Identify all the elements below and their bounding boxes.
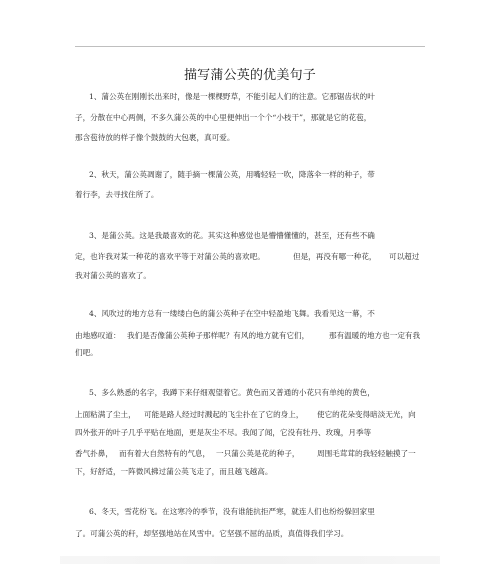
paragraph-5-line-4d: 周围毛茸茸的我轻轻触摸了一 [317,449,416,458]
paragraph-4-line-3: 们吧。 [75,348,98,357]
paragraph-5-line-4: 香气扑鼻， [75,449,113,458]
paragraph-1-line-2: 子，分散在中心两侧，不多久蒲公英的中心里便伸出一个个“小枝干”，那就是它的花苞， [75,113,372,122]
paragraph-1-line-3: 那含苞待放的样子像个鼓鼓的大包裹，真可爱。 [75,133,235,142]
paragraph-5-line-5: 下，好舒适，一阵微风拂过蒲公英飞走了，而且越飞越高。 [75,467,273,476]
paragraph-5-line-2: 上面粘满了尘土， [75,410,136,419]
paragraph-3-line-1: 3、是蒲公英。这是我最喜欢的花。其实这种感觉也是懵懵懂懂的，甚至，还有些不确 [89,231,375,240]
paragraph-6-line-2: 了。可蒲公英的秆，却坚强地站在风雪中。它坚强不屈的品质，真值得我们学习。 [75,529,349,538]
paragraph-3-line-2c: 可以超过 [389,252,420,261]
paragraph-5-line-2b: 可能是路人经过时溅起的飞尘扑在了它的身上， [144,410,304,419]
paragraph-4-line-2c: 那有温暖的地方也一定有我 [329,331,421,340]
paragraph-2-line-1: 2、秋天，蒲公英凋谢了，随手摘一棵蒲公英，用嘴轻轻一吹，降落伞一样的种子，带 [89,170,375,179]
paragraph-5-line-2c: 使它的花朵变得暗淡无光，向 [317,410,416,419]
paragraph-5-line-4c: 一只蒲公英是花的种子， [216,449,300,458]
header-rule [75,46,425,47]
paragraph-3-line-2b: 但是，再没有哪一种花， [293,252,377,261]
paragraph-5-line-1: 5、多么熟悉的名字，我蹲下来仔细观望着它。黄色而又普通的小花只有单纯的黄色， [89,388,375,397]
paragraph-6-line-1: 6、冬天，雪花纷飞。在这寒冷的季节，没有谁能抗拒严寒，就连人们也纷纷躲回家里 [89,507,375,516]
paragraph-1-line-1: 1、蒲公英在刚刚长出来时，像是一棵棵野草，不能引起人们的注意。它那锯齿状的叶 [89,92,375,101]
paragraph-3-line-3: 我对蒲公英的喜欢了。 [75,271,151,280]
paragraph-5-line-3: 四外张开的叶子几乎平贴在地面，更是灰尘不尽。我闻了闻，它没有牡丹、玫瑰，月季等 [75,428,372,437]
paragraph-3-line-2: 定，也许我对某一种花的喜欢平等于对蒲公英的喜欢吧。 [75,252,265,261]
paragraph-4-line-2: 由地感叹道： [75,331,121,340]
paragraph-4-line-2b: 我们是否像蒲公英种子那样呢？有风的地方就有它们， [127,331,310,340]
faded-footer-strip [60,556,440,564]
document-title: 描写蒲公英的优美句子 [183,68,316,83]
paragraph-2-line-2: 着行李，去寻找住所了。 [75,190,159,199]
paragraph-5-line-4b: 而有着大自然特有的气息， [119,449,211,458]
paragraph-4-line-1: 4、风吹过的地方总有一缕缕白色的蒲公英种子在空中轻盈地飞舞。我看见这一幕，不 [89,309,375,318]
